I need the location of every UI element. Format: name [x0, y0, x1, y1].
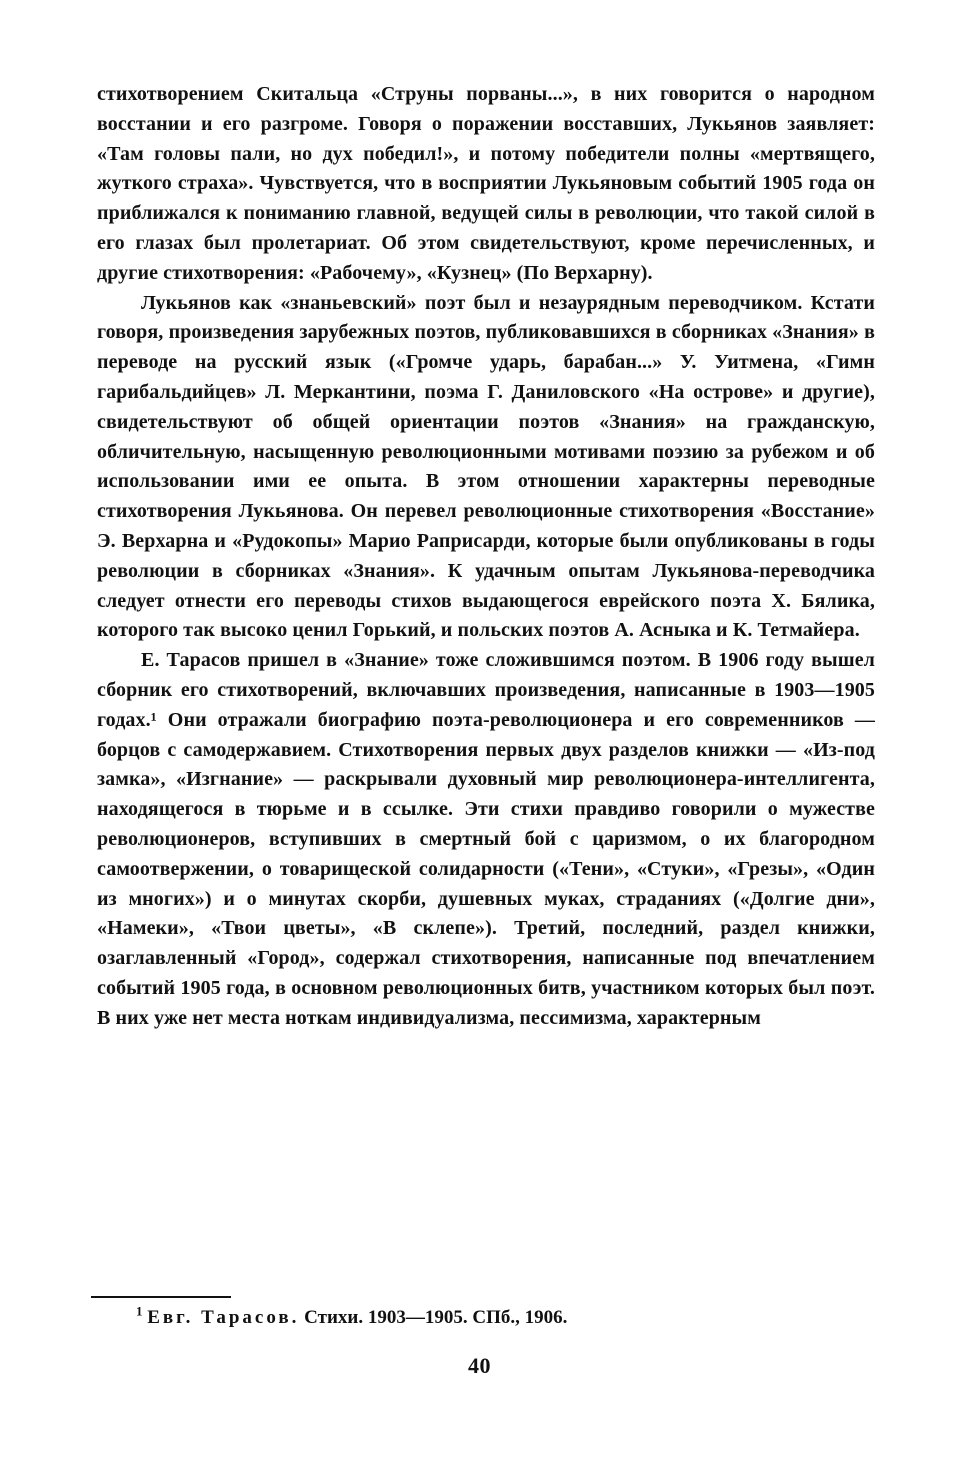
paragraph: Лукьянов как «знаньевский» поэт был и незаурядным переводчиком. Кстати говоря, произведения зарубежных поэтов, публиковавшихся в сборниках «Знания» в переводе на русский язык («Громче ударь, барабан...» У. Уитмена, «Гимн гарибальдийцев» Л. Меркантини, поэма Г. Даниловского «На острове» и другие), свидетельствуют об общей ориентации поэтов «Знания» на гражданскую, обличительную, насыщенную революционными мотивами поэзию за рубежом и об использовании ими ее опыта. В этом отношении характерны переводные стихотворения Лукьянова. Он перевел революционные стихотворения «Восстание» Э. Верхарна и «Рудокопы» Марио Раприсарди, которые были опубликованы в годы революции в сборниках «Знания». К удачным опытам Лукьянова-переводчика следует отнести его переводы стихов выдающегося еврейского поэта Х. Бялика, которого так высоко ценил Горький, и польских поэтов А. Асныка и К. Тетмайера.: [97, 291, 875, 642]
page-number: 40: [468, 1353, 491, 1378]
main-text: [97, 80, 875, 1034]
footnote-author: Евг. Тарасов.: [147, 1307, 300, 1328]
footnote-text: Стихи. 1903—1905. СПб., 1906.: [304, 1307, 568, 1328]
paragraph: стихотворением Скитальца «Струны порваны...», в них говорится о народном восстании и его разгроме. Говоря о поражении восставших, Лукьянов заявляет: «Там головы пали, но дух победил!», и потому победители полны «мертвящего, жуткого страха». Чувствуется, что в восприятии Лукьяновым событий 1905 года он приближался к пониманию главной, ведущей силы в революции, что такой силой в его глазах был пролетариат. Об этом свидетельствуют, кроме перечисленных, и другие стихотворения: «Рабочему», «Кузнец» (По Верхарну).: [97, 83, 875, 284]
paragraph: Е. Тарасов пришел в «Знание» тоже сложившимся поэтом. В 1906 году вышел сборник его стихотворений, включавших произведения, написанные в 1903—1905 годах.¹ Они отражали биографию поэта-революционера и его современников — борцов с самодержавием. Стихотворения первых двух разделов книжки — «Из-под замка», «Изгнание» — раскрывали духовный мир революционера-интеллигента, находящегося в тюрьме и в ссылке. Эти стихи правдиво говорили о мужестве революционеров, вступивших в смертный бой с царизмом, о их благородном самоотвержении, о товарищеской солидарности («Тени», «Стуки», «Грезы», «Один из многих») и о минутах скорби, душевных муках, страданиях («Долгие дни», «Намеки», «Твои цветы», «В склепе»). Третий, последний, раздел книжки, озаглавленный «Город», содержал стихотворения, написанные под впечатлением событий 1905 года, в основном революционных битв, участником которых был поэт. В них уже нет места ноткам индивидуализма, пессимизма, характерным: [97, 649, 875, 1029]
footnote: [136, 1304, 876, 1332]
footnote-divider: [91, 1296, 231, 1298]
footnote-mark: 1: [136, 1303, 143, 1319]
